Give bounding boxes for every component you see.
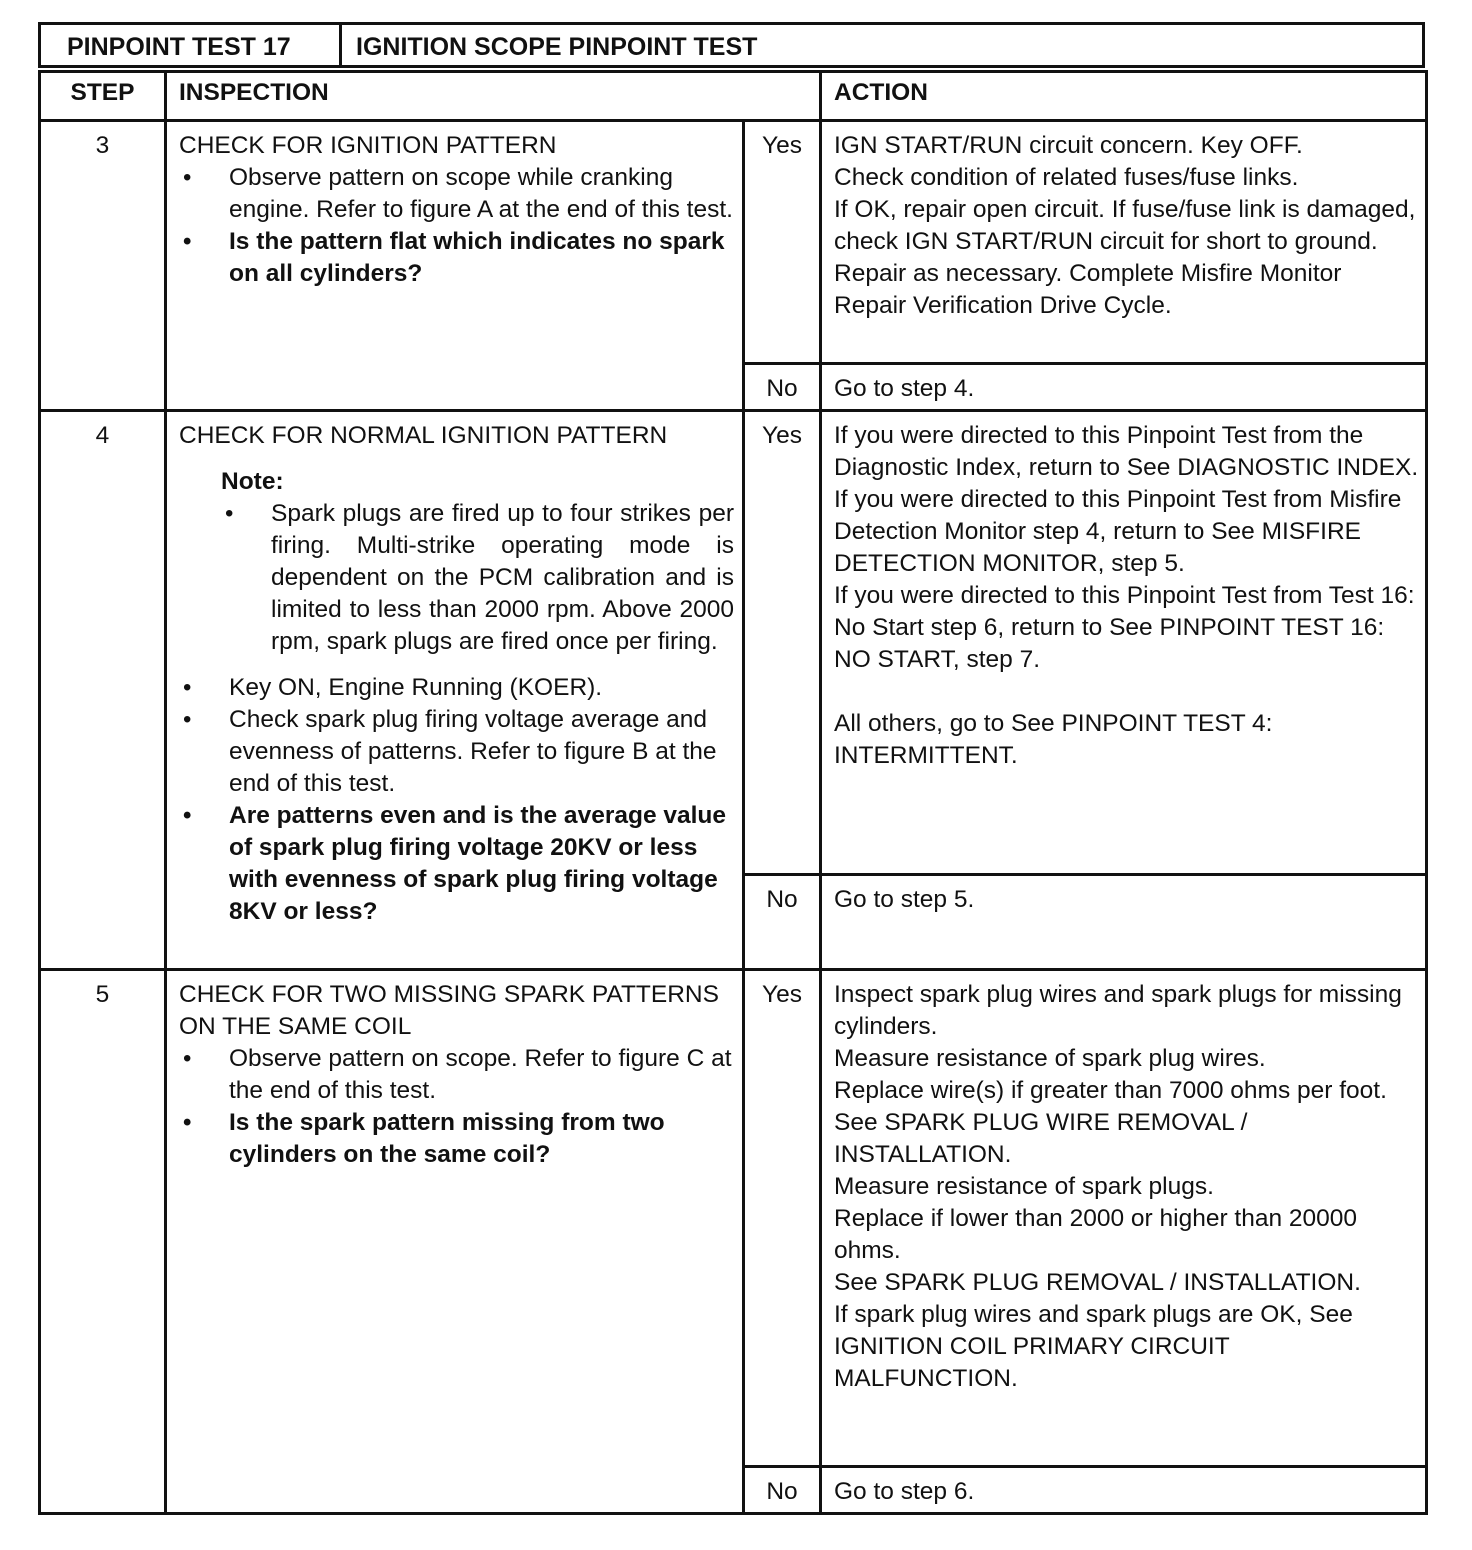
- action-line: Replace wire(s) if greater than 7000 ohms per foot.: [834, 1077, 1387, 1104]
- action-line: All others, go to See PINPOINT TEST 4: INTERMITTENT.: [834, 710, 1273, 769]
- action-header: ACTION: [821, 72, 1427, 121]
- step-5-yes-action: [821, 970, 1427, 1467]
- action-line: If spark plug wires and spark plugs are OK, See IGNITION COIL PRIMARY CIRCUIT MALFUNCTION.: [834, 1301, 1353, 1392]
- action-line: Inspect spark plug wires and spark plugs for missing cylinders.: [834, 981, 1402, 1040]
- note-bullet: • Spark plugs are fired up to four strikes per firing. Multi-strike operating mode is dependent on the PCM calibration and is limited to less than 2000 rpm. Above 2000 rpm, spark plugs are fired once per firing.: [221, 498, 734, 658]
- test-name: IGNITION SCOPE PINPOINT TEST: [356, 33, 758, 61]
- action-line: Replace if lower than 2000 or higher than 20000 ohms.: [834, 1205, 1358, 1264]
- action-line: Check condition of related fuses/fuse links.: [834, 164, 1299, 191]
- step-header: STEP: [40, 72, 166, 121]
- inspection-bullet: • Check spark plug firing voltage average and evenness of patterns. Refer to figure B at the end of this test.: [179, 704, 734, 800]
- step-3-yes-row: [40, 121, 1427, 364]
- inspection-question: • Is the spark pattern missing from two cylinders on the same coil?: [179, 1107, 734, 1171]
- action-line: Measure resistance of spark plug wires.: [834, 1045, 1266, 1072]
- step-4-inspection: [166, 411, 744, 970]
- action-line: If you were directed to this Pinpoint Test from the Diagnostic Index, return to See DIAGNOSTIC INDEX.: [834, 422, 1419, 481]
- action-line: See SPARK PLUG WIRE REMOVAL / INSTALLATION.: [834, 1109, 1248, 1168]
- step-5-yes-row: [40, 970, 1427, 1467]
- note-title: Note:: [221, 468, 284, 495]
- step-4-no-action: Go to step 5.: [821, 875, 1427, 970]
- step-3-yes-action: [821, 121, 1427, 364]
- header-row: [40, 72, 1427, 121]
- step-heading: CHECK FOR NORMAL IGNITION PATTERN: [179, 422, 668, 449]
- step-3-no-action: Go to step 4.: [821, 364, 1427, 411]
- step-5-inspection: [166, 970, 744, 1514]
- yes-label: Yes: [744, 121, 821, 364]
- action-line: See SPARK PLUG REMOVAL / INSTALLATION.: [834, 1269, 1361, 1296]
- yes-label: Yes: [744, 411, 821, 875]
- step-3-inspection: [166, 121, 744, 411]
- yes-label: Yes: [744, 970, 821, 1467]
- pinpoint-table: [38, 70, 1428, 1515]
- step-4-yes-row: [40, 411, 1427, 875]
- title-bar: [38, 22, 1425, 68]
- step-number: 4: [40, 411, 166, 970]
- step-number: 3: [40, 121, 166, 411]
- action-line: If OK, repair open circuit. If fuse/fuse link is damaged, check IGN START/RUN circuit for short to ground. Repair as necessary. Complete Misfire Monitor Repair Verification Drive Cycle.: [834, 196, 1416, 319]
- test-number: PINPOINT TEST 17: [41, 25, 342, 65]
- no-label: No: [744, 875, 821, 970]
- action-line: If you were directed to this Pinpoint Test from Test 16: No Start step 6, return to See PINPOINT TEST 16: NO START, step 7.: [834, 582, 1415, 673]
- inspection-header: INSPECTION: [166, 72, 821, 121]
- note-block: [221, 466, 734, 658]
- no-label: No: [744, 1467, 821, 1514]
- action-line: Measure resistance of spark plugs.: [834, 1173, 1214, 1200]
- action-line: If you were directed to this Pinpoint Test from Misfire Detection Monitor step 4, return to See MISFIRE DETECTION MONITOR, step 5.: [834, 486, 1402, 577]
- inspection-bullet: • Observe pattern on scope while cranking engine. Refer to figure A at the end of this test.: [179, 162, 734, 226]
- inspection-bullet: • Observe pattern on scope. Refer to figure C at the end of this test.: [179, 1043, 734, 1107]
- step-number: 5: [40, 970, 166, 1514]
- step-4-yes-action: [821, 411, 1427, 875]
- step-heading: CHECK FOR TWO MISSING SPARK PATTERNS ON THE SAME COIL: [179, 981, 719, 1040]
- step-heading: CHECK FOR IGNITION PATTERN: [179, 132, 557, 159]
- inspection-question: • Are patterns even and is the average value of spark plug firing voltage 20KV or less with evenness of spark plug firing voltage 8KV or less?: [179, 800, 734, 928]
- inspection-question: • Is the pattern flat which indicates no spark on all cylinders?: [179, 226, 734, 290]
- inspection-bullet: • Key ON, Engine Running (KOER).: [179, 672, 734, 704]
- no-label: No: [744, 364, 821, 411]
- action-line: IGN START/RUN circuit concern. Key OFF.: [834, 132, 1303, 159]
- step-5-no-action: Go to step 6.: [821, 1467, 1427, 1514]
